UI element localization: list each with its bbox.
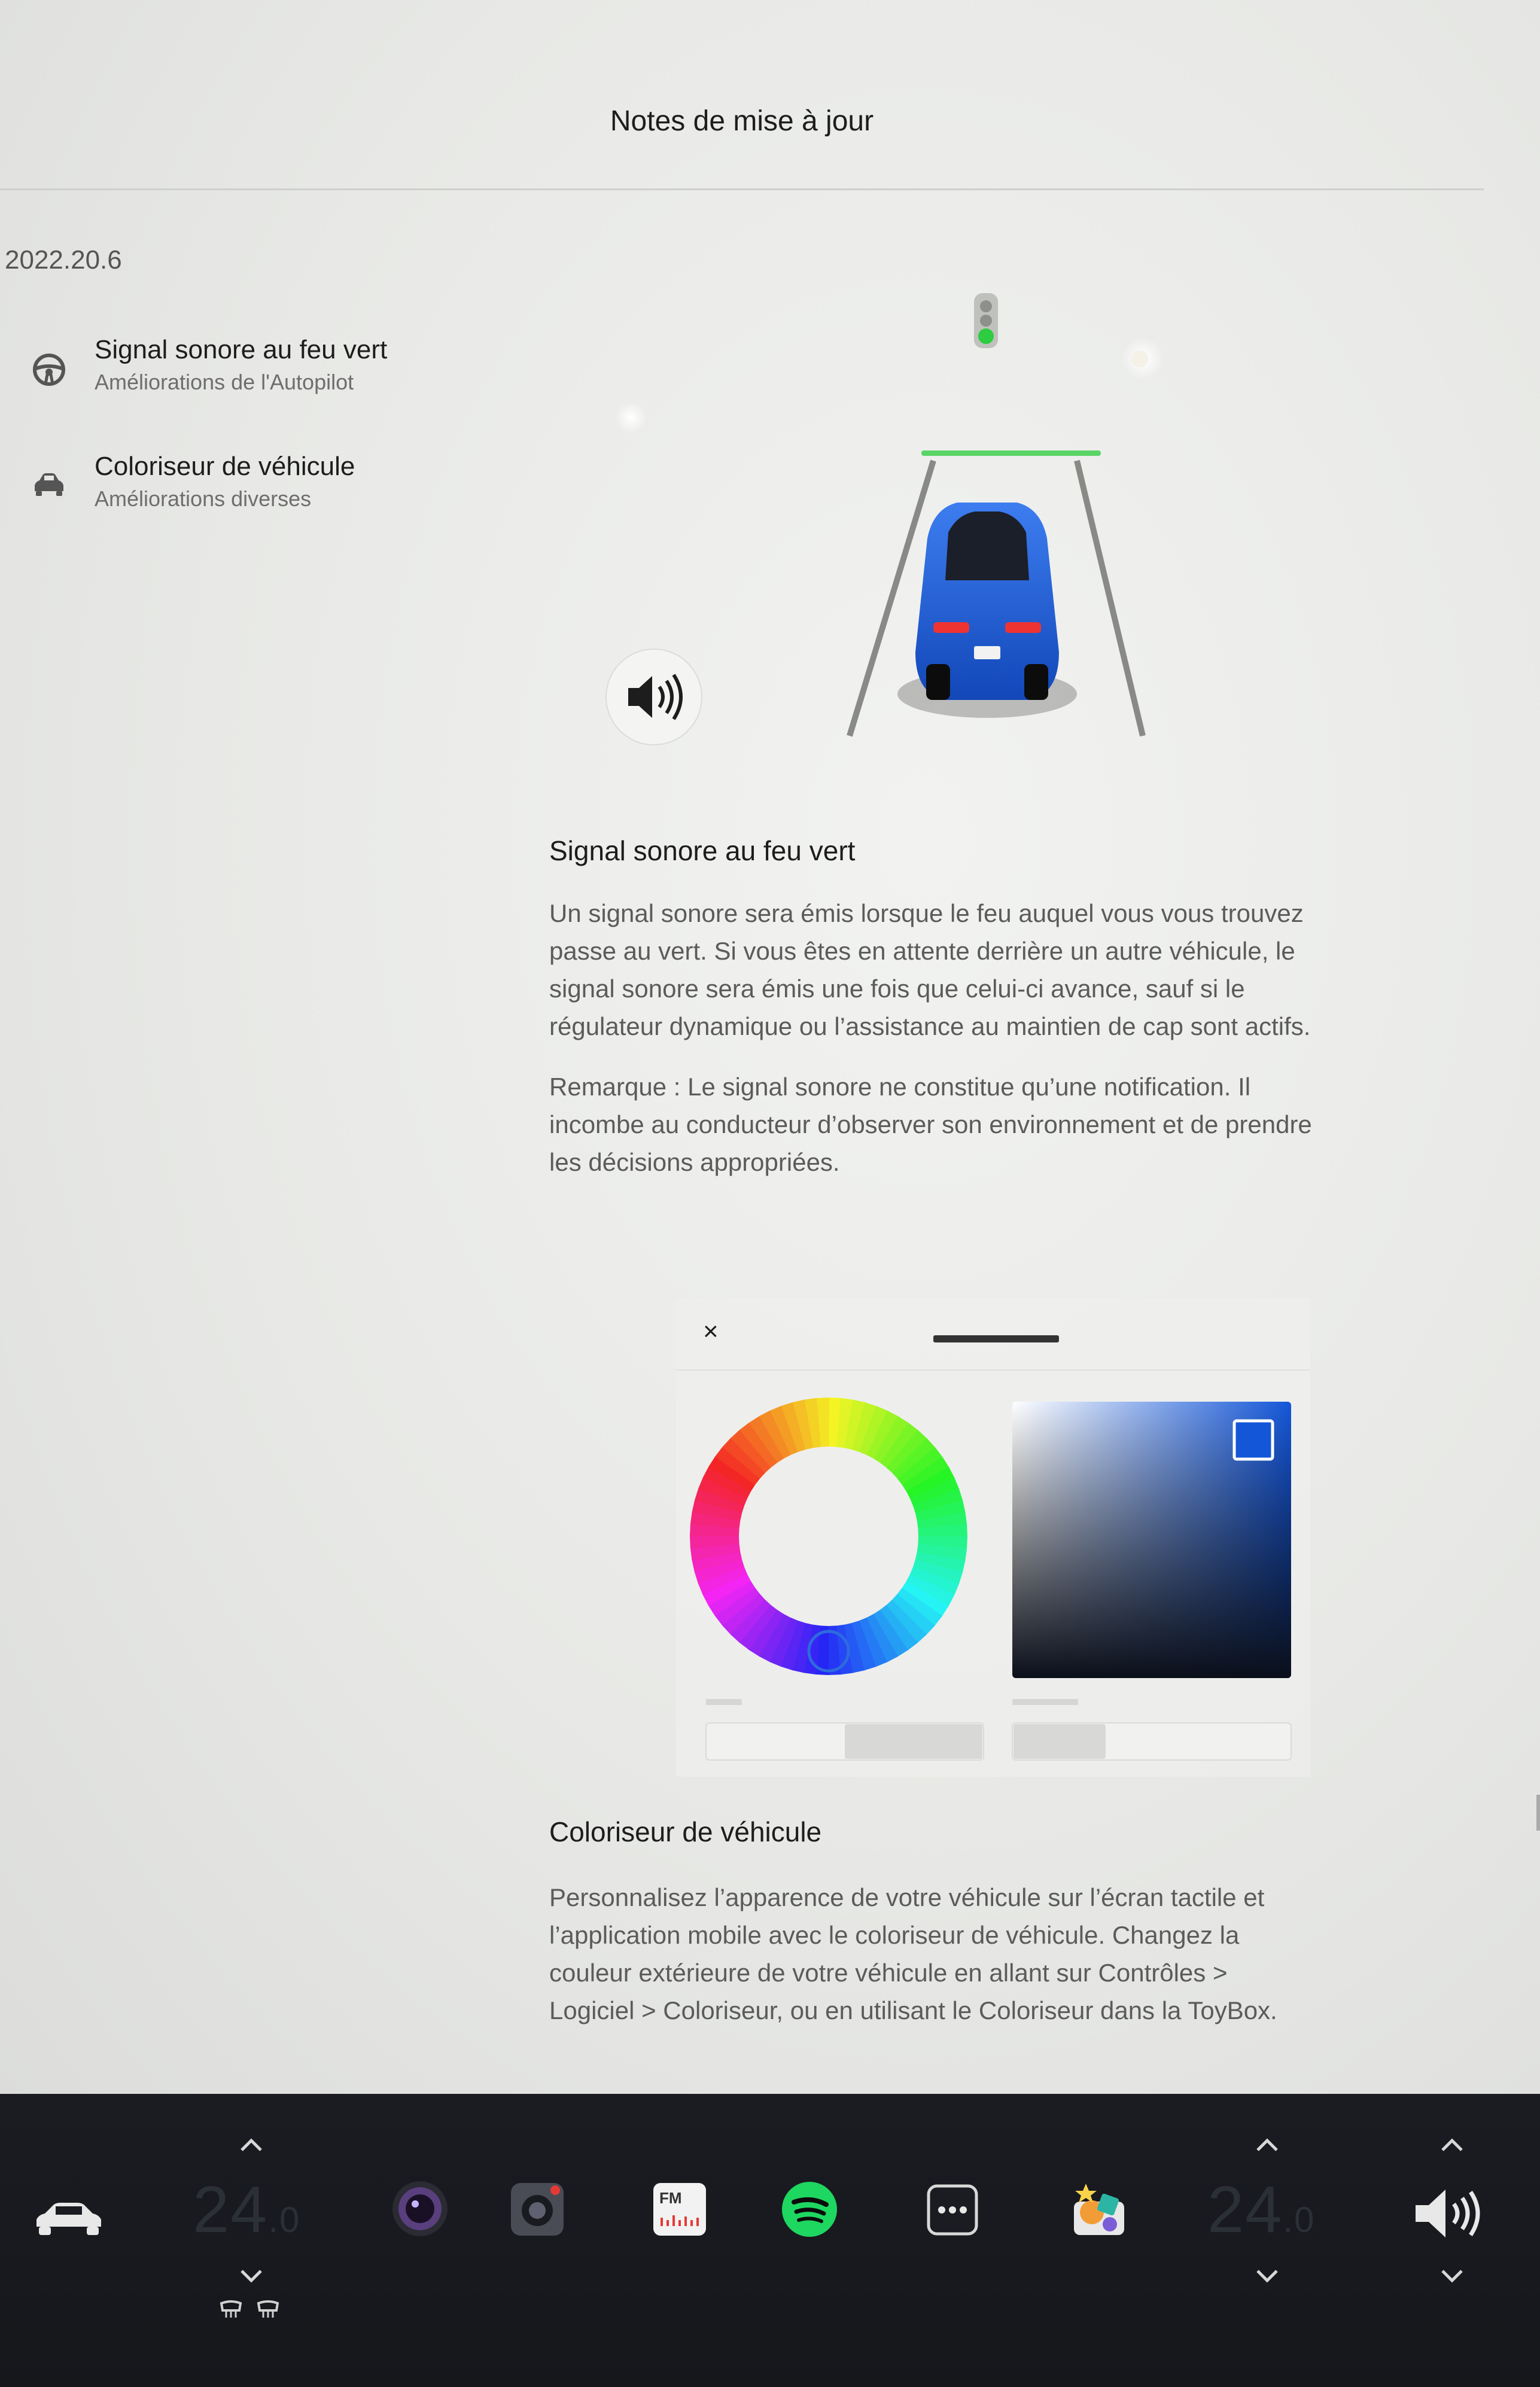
temp-value: 24 bbox=[193, 2173, 269, 2246]
fm-radio-icon[interactable] bbox=[651, 2181, 708, 2238]
scrollbar-thumb[interactable] bbox=[1536, 1795, 1540, 1831]
driver-temp-display bbox=[193, 2172, 300, 2248]
chevron-up-icon[interactable] bbox=[238, 2136, 264, 2154]
paragraph-line: Personnalisez l’apparence de votre véhicule sur l’écran tactile et bbox=[549, 1883, 1265, 1911]
car-icon bbox=[30, 467, 68, 506]
sidebar-item-subtitle: Améliorations diverses bbox=[95, 486, 312, 511]
taskbar bbox=[0, 2094, 1540, 2387]
paragraph-line: passe au vert. Si vous êtes en attente derrière un autre véhicule, le bbox=[549, 937, 1295, 965]
paragraph-line: incombe au conducteur d’observer son environnement et de prendre bbox=[549, 1110, 1312, 1138]
car-icon[interactable] bbox=[33, 2196, 105, 2243]
speaker-bubble bbox=[606, 649, 702, 745]
spotify-icon[interactable] bbox=[781, 2181, 838, 2238]
green-light-illustration bbox=[598, 281, 1256, 772]
toybox-icon[interactable] bbox=[1068, 2178, 1130, 2240]
page-title: Notes de mise à jour bbox=[610, 105, 874, 137]
saturation-square bbox=[1012, 1402, 1291, 1678]
camera-app-icon[interactable] bbox=[389, 2178, 451, 2240]
version-label: 2022.20.6 bbox=[5, 245, 122, 275]
more-apps-icon[interactable] bbox=[926, 2184, 979, 2236]
paragraph-line: Remarque : Le signal sonore ne constitue qu’une notification. Il bbox=[549, 1073, 1251, 1101]
sidebar-item-title: Coloriseur de véhicule bbox=[95, 452, 355, 481]
section-paragraph bbox=[549, 1878, 1483, 2029]
paragraph-line: couleur extérieure de votre véhicule en allant sur Contrôles > bbox=[549, 1959, 1228, 1987]
dashcam-icon[interactable] bbox=[509, 2181, 566, 2238]
section-title-green-light-chime: Signal sonore au feu vert bbox=[549, 835, 856, 866]
radio-label: FM bbox=[659, 2189, 682, 2207]
temp-value: 24 bbox=[1207, 2173, 1283, 2246]
temp-decimal: .0 bbox=[1283, 2200, 1316, 2240]
volume-icon[interactable] bbox=[1412, 2184, 1490, 2243]
traffic-light-icon bbox=[974, 293, 998, 348]
close-icon: × bbox=[703, 1317, 719, 1346]
section-paragraph bbox=[549, 1068, 1483, 1181]
passenger-temp-display bbox=[1207, 2172, 1315, 2248]
chevron-down-icon[interactable] bbox=[238, 2267, 264, 2285]
chevron-down-icon[interactable] bbox=[1254, 2267, 1280, 2285]
temp-decimal: .0 bbox=[268, 2200, 301, 2240]
chevron-down-icon[interactable] bbox=[1439, 2267, 1465, 2285]
paragraph-line: l’application mobile avec le coloriseur de véhicule. Changez la bbox=[549, 1921, 1240, 1949]
paragraph-line: Logiciel > Coloriseur, ou en utilisant le Coloriseur dans la ToyBox. bbox=[549, 1996, 1277, 2024]
seat-heater-icon[interactable] bbox=[217, 2297, 288, 2321]
paragraph-line: Un signal sonore sera émis lorsque le feu auquel vous vous trouvez bbox=[549, 899, 1304, 927]
section-title-vehicle-colorizer: Coloriseur de véhicule bbox=[549, 1816, 822, 1847]
section-paragraph bbox=[549, 894, 1483, 1045]
paragraph-line: les décisions appropriées. bbox=[549, 1148, 840, 1176]
sidebar-item-vehicle-colorizer[interactable] bbox=[30, 452, 497, 529]
colorizer-illustration bbox=[676, 1298, 1310, 1777]
chevron-up-icon[interactable] bbox=[1439, 2136, 1465, 2154]
sidebar-item-title: Signal sonore au feu vert bbox=[95, 335, 388, 364]
paragraph-line: régulateur dynamique ou l’assistance au maintien de cap sont actifs. bbox=[549, 1012, 1311, 1040]
header-divider bbox=[0, 188, 1484, 190]
paragraph-line: signal sonore sera émis une fois que celui-ci avance, sauf si le bbox=[549, 975, 1245, 1003]
sidebar-item-subtitle: Améliorations de l'Autopilot bbox=[95, 370, 354, 394]
chevron-up-icon[interactable] bbox=[1254, 2136, 1280, 2154]
sidebar-item-green-light-chime[interactable] bbox=[30, 335, 497, 413]
car-illustration bbox=[897, 503, 1077, 718]
steering-wheel-icon bbox=[30, 351, 68, 389]
